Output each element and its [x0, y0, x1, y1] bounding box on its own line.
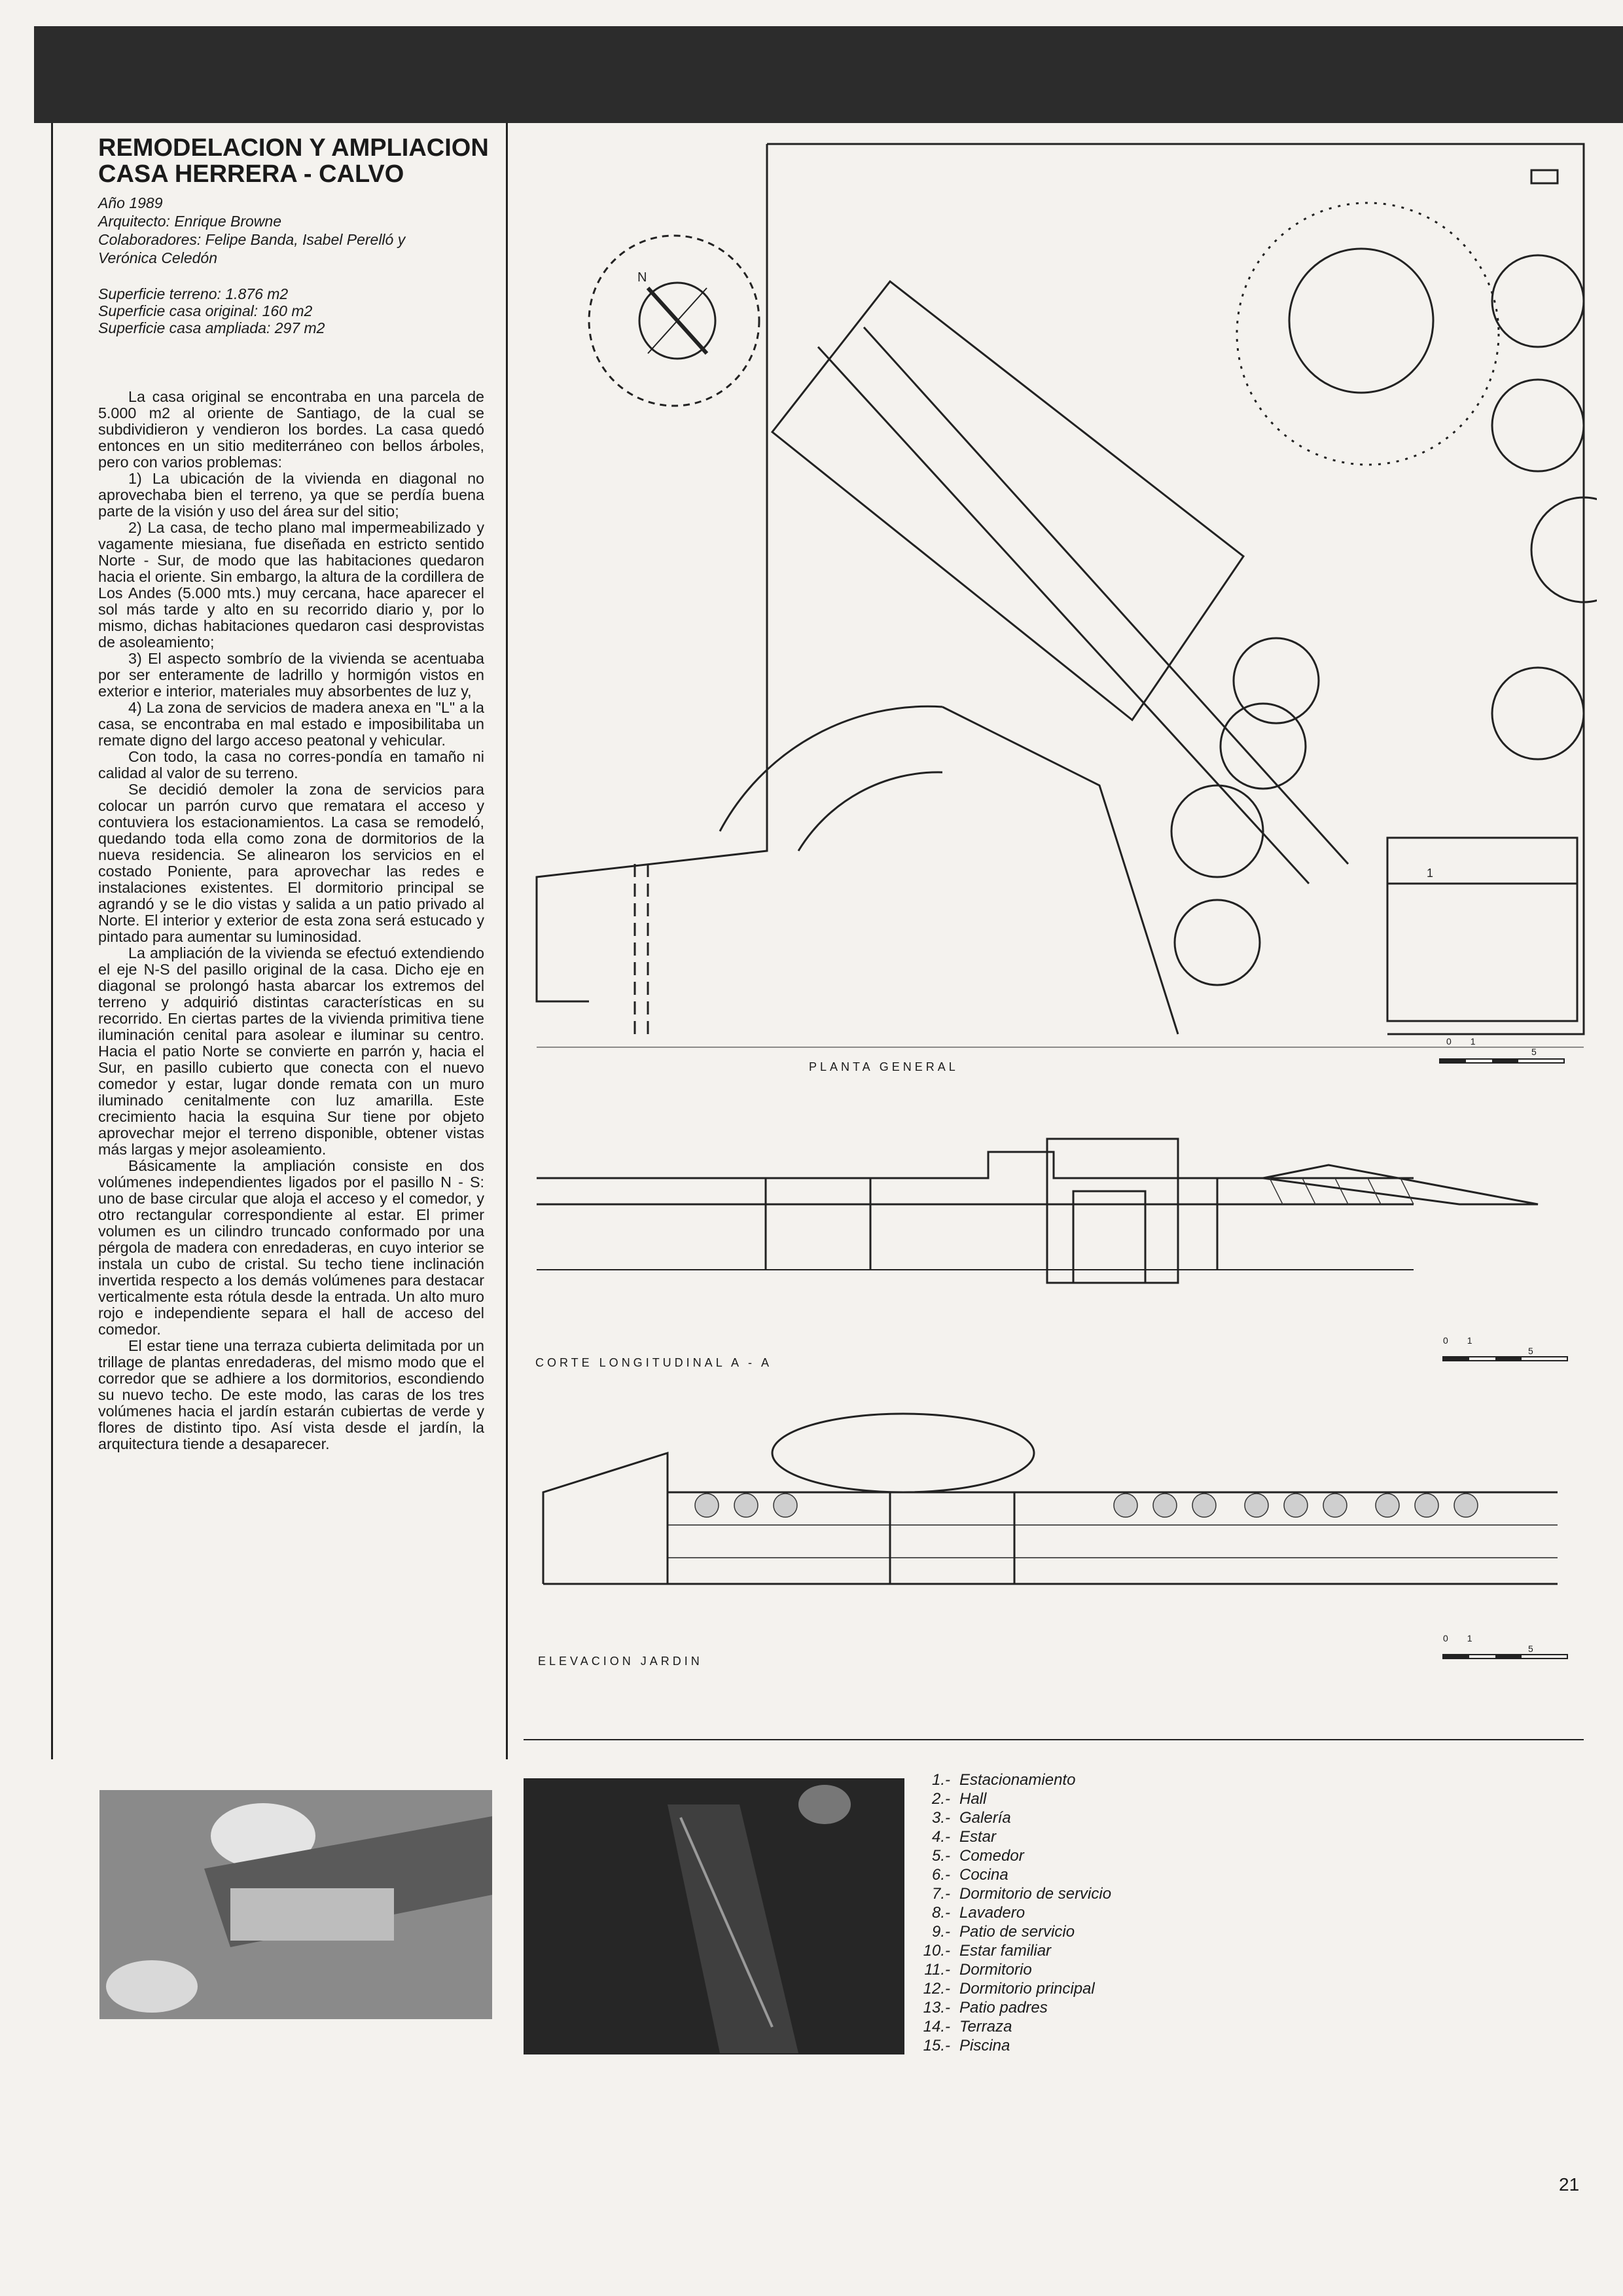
- title-line: CASA HERRERA - CALVO: [98, 160, 404, 188]
- legend-text: Galería: [959, 1809, 1011, 1827]
- legend-number: 4.-: [931, 1828, 950, 1846]
- paragraph: Básicamente la ampliación consiste en dos volúmenes independientes ligados por el pasillo N - S: uno de base circular que aloja el acceso y el comedor, y otro rectangular correspondiente al estar. El primer volumen es un cilindro truncado conformado por una pérgola de madera con enredaderas, en cuyo interior se instala un cubo de cristal. Su techo tiene inclinación invertida respecto a los demás volúmenes para destacar verticalmente esta rótula desde la entrada. Un alto muro rojo e independiente separa el hall de acceso del comedor.: [98, 1157, 484, 1338]
- paragraph: 2) La casa, de techo plano mal impermeabilizado y vagamente miesiana, fue diseñada en estricto sentido Norte - Sur, de modo que las habitaciones quedaron hacia el oriente. Sin embargo, la altura de la cordillera de Los Andes (5.000 mts.) muy cercana, hace aparecer el sol más tarde y alto en su recorrido diario y, por lo mismo, dichas habitaciones quedaron casi desprovistas de asoleamiento;: [98, 519, 484, 651]
- legend-number: 6.-: [931, 1866, 950, 1884]
- legend-text: Comedor: [959, 1847, 1024, 1865]
- paragraph: El estar tiene una terraza cubierta delimitada por un trillage de plantas enredaderas, del mismo modo que el corredor que se adhiere a los dormitorios, escondiendo su nuevo techo. De este modo, las caras de los tres volúmenes hacia el jardín estarán cubiertas de verde y flores de distinto tipo. Así vista desde el jardín, la arquitectura tiende a desaparecer.: [98, 1337, 484, 1452]
- legend-item: [910, 1941, 1132, 1960]
- legend-item: [910, 1979, 1132, 1998]
- legend-number: 14.-: [923, 2018, 950, 2036]
- north-arrow-icon: [635, 268, 720, 367]
- model-photo-right: [524, 1778, 904, 2054]
- collaborators: Colaboradores: Felipe Banda, Isabel Perelló y: [98, 231, 406, 248]
- section-drawing: [530, 1113, 1558, 1335]
- scale-numbers: [1443, 1633, 1561, 1654]
- legend-number: 2.-: [931, 1790, 950, 1808]
- collaborators: Verónica Celedón: [98, 249, 217, 266]
- scale-number: 5: [1528, 1346, 1533, 1356]
- scale-number: 5: [1531, 1047, 1537, 1057]
- paragraph: La ampliación de la vivienda se efectuó extendiendo el eje N-S del pasillo original de la casa. Dicho eje en diagonal se prolongó hasta abarcar los extremos del terreno y adquirió distintas características en su recorrido. En ciertas partes de la vivienda primitiva tiene iluminación cenital para asolear e iluminar su centro. Hacia el patio Norte se convierte en parrón y, hacia el Sur, en pasillo cubierto que conecta con el nuevo comedor y estar, lugar donde remata con un muro iluminado cenitalmente con luz amarilla. Este crecimiento hacia la esquina Sur tiene por objeto aprovechar mejor el terreno disponible, obtener vistas más largas y mejor asoleamiento.: [98, 944, 484, 1158]
- legend-number: 5.-: [931, 1847, 950, 1865]
- legend-item: [910, 1808, 1132, 1827]
- architect: Arquitecto: Enrique Browne: [98, 213, 281, 230]
- title-line: REMODELACION Y AMPLIACION: [98, 134, 489, 162]
- legend-text: Dormitorio de servicio: [959, 1885, 1112, 1903]
- model-photo-left: [99, 1790, 492, 2019]
- legend-text: Terraza: [959, 2018, 1012, 2036]
- legend-item: [910, 1922, 1132, 1941]
- legend-text: Lavadero: [959, 1904, 1026, 1922]
- north-label: N: [637, 270, 647, 285]
- legend-text: Dormitorio principal: [959, 1980, 1095, 1998]
- area-expanded: Superficie casa ampliada: 297 m2: [98, 319, 325, 336]
- legend-number: 9.-: [931, 1923, 950, 1941]
- credits: [98, 194, 491, 267]
- scale-number: 0: [1443, 1633, 1448, 1643]
- scale-number: 1: [1467, 1633, 1472, 1643]
- house-footprint: [772, 281, 1243, 720]
- elevation-label: ELEVACION JARDIN: [538, 1655, 703, 1668]
- year: Año 1989: [98, 194, 163, 211]
- page-number: 21: [1559, 2174, 1580, 2195]
- article-body: [98, 389, 484, 1452]
- area-land: Superficie terreno: 1.876 m2: [98, 285, 289, 302]
- legend-item: [910, 1827, 1132, 1846]
- section-label: CORTE LONGITUDINAL A - A: [535, 1356, 773, 1369]
- legend-number: 3.-: [931, 1809, 950, 1827]
- legend-number: 1.-: [931, 1771, 950, 1789]
- legend-text: Cocina: [959, 1866, 1008, 1884]
- legend-text: Estar: [959, 1828, 997, 1846]
- elevation-drawing: [537, 1407, 1558, 1610]
- paragraph: 3) El aspecto sombrío de la vivienda se acentuaba por ser enteramente de ladrillo y hormigón vistos en exterior e interior, materiales muy absorbentes de luz y,: [98, 650, 484, 700]
- plot-boundary: [767, 144, 1584, 1034]
- scale-number: 0: [1443, 1335, 1448, 1346]
- legend-text: Dormitorio: [959, 1961, 1032, 1979]
- legend-text: Hall: [959, 1790, 987, 1808]
- legend-number: 13.-: [923, 1999, 950, 2017]
- legend: [910, 1770, 1132, 2055]
- plan-label: PLANTA GENERAL: [809, 1060, 959, 1073]
- area-original: Superficie casa original: 160 m2: [98, 302, 313, 319]
- legend-text: Piscina: [959, 2037, 1010, 2054]
- divider: [524, 1738, 1584, 1742]
- legend-text: Patio padres: [959, 1999, 1048, 2017]
- legend-text: Estar familiar: [959, 1942, 1052, 1960]
- legend-item: [910, 1865, 1132, 1884]
- article-title: [98, 135, 491, 187]
- scale-numbers: [1446, 1036, 1564, 1057]
- paragraph: La casa original se encontraba en una parcela de 5.000 m2 al oriente de Santiago, de la cual se subdividieron y vendieron los bordes. La casa quedó entonces en un sitio mediterráneo con bellos árboles, pero con varios problemas:: [98, 388, 484, 471]
- legend-number: 7.-: [931, 1885, 950, 1903]
- legend-text: Patio de servicio: [959, 1923, 1075, 1941]
- legend-number: 15.-: [923, 2037, 950, 2054]
- header-bar: [34, 26, 1623, 123]
- legend-number: 12.-: [923, 1980, 950, 1998]
- scale-number: 5: [1528, 1643, 1533, 1654]
- scale-number: 1: [1467, 1335, 1472, 1346]
- paragraph: Con todo, la casa no corres-pondía en tamaño ni calidad al valor de su terreno.: [98, 748, 484, 781]
- legend-number: 8.-: [931, 1904, 950, 1922]
- legend-item: [910, 1960, 1132, 1979]
- legend-item: [910, 1998, 1132, 2017]
- paragraph: Se decidió demoler la zona de servicios para colocar un parrón curvo que rematara el acceso y contuviera los estacionamientos. La casa se remodeló, quedando toda ella como zona de dormitorios de la nueva residencia. Se alinearon los servicios en el costado Poniente, para aprovechar las redes e instalaciones existentes. El dormitorio principal se agrandó y se le dio vistas y salida a un patio privado al Norte. El interior y exterior de esta zona será estucado y pintado para aumentar su luminosidad.: [98, 781, 484, 945]
- scale-number: 1: [1470, 1036, 1476, 1047]
- legend-item: [910, 1789, 1132, 1808]
- legend-item: [910, 1846, 1132, 1865]
- svg-text:1: 1: [1427, 867, 1434, 880]
- legend-number: 11.-: [924, 1961, 950, 1979]
- legend-item: [910, 2017, 1132, 2036]
- paragraph: 1) La ubicación de la vivienda en diagonal no aprovechaba bien el terreno, ya que se perdía buena parte de la visión y uso del área sur del sitio;: [98, 470, 484, 520]
- paragraph: 4) La zona de servicios de madera anexa en "L" a la casa, se encontraba en mal estado e imposibilitaba un remate digno del largo acceso peatonal y vehicular.: [98, 699, 484, 749]
- legend-item: [910, 1884, 1132, 1903]
- legend-item: [910, 2036, 1132, 2055]
- legend-number: 10.-: [923, 1942, 950, 1960]
- legend-text: Estacionamiento: [959, 1771, 1076, 1789]
- areas: [98, 285, 491, 336]
- scale-number: 0: [1446, 1036, 1452, 1047]
- article-header: [98, 135, 491, 336]
- scale-numbers: [1443, 1335, 1561, 1356]
- legend-item: [910, 1903, 1132, 1922]
- legend-item: [910, 1770, 1132, 1789]
